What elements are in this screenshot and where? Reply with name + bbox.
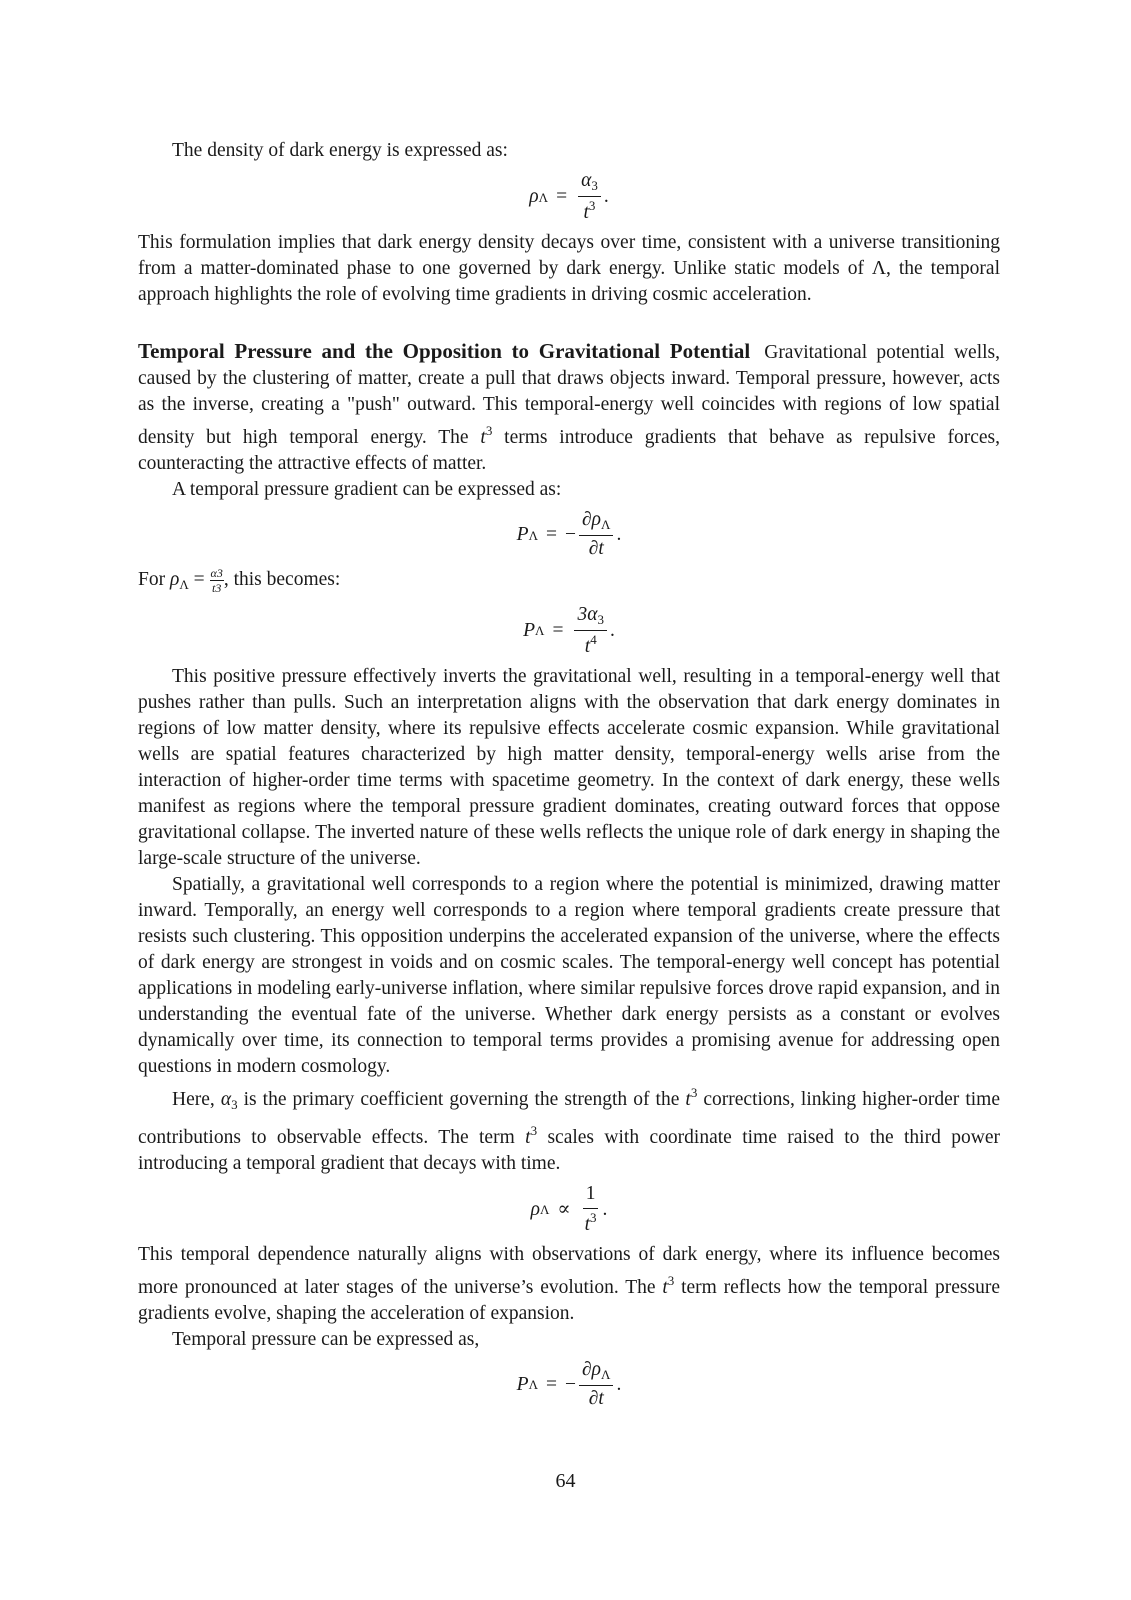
numerator: [574, 604, 607, 631]
partial-symbol: ∂: [588, 1387, 599, 1409]
subscript-3: 3: [591, 178, 598, 193]
denominator: [582, 1209, 600, 1236]
denominator: [582, 631, 600, 658]
period: .: [602, 1198, 608, 1220]
symbol-rho: ρ: [529, 186, 539, 208]
denominator: [586, 1386, 607, 1410]
superscript-3: 3: [485, 423, 493, 439]
equals-sign: =: [556, 186, 568, 208]
paragraph-here-alpha: [138, 1080, 1000, 1177]
period: .: [609, 620, 615, 642]
symbol-P: P: [516, 524, 529, 546]
subscript-lambda: Λ: [601, 517, 611, 533]
period: .: [603, 186, 609, 208]
superscript-3: 3: [588, 197, 596, 213]
paragraph-density-intro: The density of dark energy is expressed as:: [172, 140, 508, 161]
fraction: [579, 509, 613, 560]
superscript-3: 3: [590, 1209, 597, 1225]
section-heading: Temporal Pressure and the Opposition to Gravitational Potential: [138, 339, 751, 364]
page-content: [138, 138, 1000, 1416]
symbol-alpha: α: [581, 170, 592, 191]
superscript-3: 3: [667, 1272, 675, 1288]
subscript-3: 3: [597, 611, 604, 627]
fraction: [578, 170, 601, 224]
symbol-P: P: [523, 620, 536, 642]
equals-sign: =: [546, 1373, 558, 1395]
proportional-sign: ∝: [557, 1198, 571, 1220]
subscript-lambda: Λ: [179, 576, 189, 592]
minus-sign: −: [565, 1373, 577, 1395]
symbol-t: t: [662, 1276, 668, 1298]
subscript-lambda: Λ: [601, 1366, 611, 1382]
period: .: [616, 524, 622, 546]
paragraph-spatially: Spatially, a gravitational well corresponds to a region where the potential is minimized, drawing matter inward. Temporally, an energy well corresponds to a region where temporal gradients create pressure that resists such clustering. This opposition underpins the accelerated expansion of the universe, where the effects of dark energy are strongest in voids and on cosmic scales. The temporal-energy well concept has potential applications in modeling early-universe inflation, where similar repulsive forces drove rapid expansion, and in understanding the eventual fate of the universe. Whether dark energy persists as a constant or evolves dynamically over time, its connection to temporal terms provides a promising avenue for addressing open questions in modern cosmology.: [138, 874, 1000, 1078]
subscript-lambda: Λ: [538, 189, 549, 205]
symbol-t: t: [598, 538, 604, 560]
text-part: corrections, linking higher-order time contributions to observable effects. The term: [138, 1089, 1000, 1149]
page-number: 64: [555, 1470, 576, 1492]
symbol-rho: ρ: [591, 1358, 602, 1380]
symbol-rho: ρ: [169, 568, 180, 590]
text-part: , this becomes:: [223, 568, 341, 590]
paragraph-temporal-pressure: [138, 338, 1000, 477]
text-part: is the primary coefficient governing the strength of the: [237, 1089, 686, 1111]
subscript-3: 3: [231, 1097, 238, 1113]
text-part: Gravitational potential wells, caused by the clustering of matter, create a pull that draws objects inward. Temporal pressure, however, acts as the inverse, creating a "push" outward. This temporal-energy well coincides with regions of low spatial density but high temporal energy. The: [138, 342, 1000, 449]
symbol-rho: ρ: [530, 1198, 540, 1220]
denominator: [586, 536, 607, 560]
symbol-t: t: [598, 1387, 604, 1409]
paragraph-gradient-intro: A temporal pressure gradient can be expressed as:: [172, 479, 562, 501]
symbol-rho: ρ: [591, 509, 602, 531]
numerator: 1: [583, 1183, 599, 1208]
symbol-t: t: [685, 1089, 691, 1111]
superscript-3: 3: [215, 580, 222, 595]
equation-pressure-gradient: [138, 509, 1000, 560]
numerator: [579, 509, 613, 536]
numerator: [578, 170, 601, 197]
minus-sign: −: [565, 524, 577, 546]
paragraph-formulation: This formulation implies that dark energy density decays over time, consistent with a universe transitioning from a matter-dominated phase to one governed by dark energy. Unlike static models of Λ, the temporal approach highlights the role of evolving time gradients in driving cosmic acceleration.: [138, 232, 1000, 306]
symbol-t: t: [583, 201, 589, 223]
text-part: terms introduce gradients that behave as repulsive forces, counteracting the attractive effects of matter.: [138, 427, 1000, 475]
paragraph-temporal-dependence: [138, 1242, 1000, 1327]
denominator: [581, 197, 599, 224]
text-part: Here,: [172, 1089, 221, 1111]
partial-symbol: ∂: [582, 509, 592, 531]
paragraph-temporal-pressure-expr: Temporal pressure can be expressed as,: [172, 1328, 480, 1350]
symbol-alpha: α: [220, 1089, 232, 1111]
symbol-P: P: [516, 1373, 529, 1395]
text-part: scales with coordinate time raised to the third power introducing a temporal gradient that decays with time.: [138, 1127, 1000, 1175]
subscript-lambda: Λ: [539, 1202, 550, 1217]
equation-rho-lambda: [138, 170, 1000, 224]
fraction: [582, 1183, 600, 1236]
equals-sign: =: [546, 524, 558, 546]
symbol-t: t: [525, 1127, 531, 1149]
symbol-alpha: α: [210, 565, 217, 580]
paragraph-for-rho: [138, 567, 1000, 598]
equation-pressure-gradient-2: [138, 1359, 1000, 1410]
partial-symbol: ∂: [582, 1358, 592, 1380]
fraction: [574, 604, 607, 658]
paragraph-positive-pressure: This positive pressure effectively inverts the gravitational well, resulting in a temporal-energy well that pushes rather than pulls. Such an interpretation aligns with the observation that dark energy dominates in regions of low matter density, where its repulsive effects accelerate cosmic expansion. While gravitational wells are spatial features characterized by high matter density, temporal-energy wells arise from the interaction of higher-order time terms with spacetime geometry. In the context of dark energy, these wells manifest as regions where the temporal pressure gradient dominates, creating outward forces that oppose gravitational collapse. The inverted nature of these wells reflects the unique role of dark energy in shaping the large-scale structure of the universe.: [138, 666, 1000, 870]
equation-proportional: [138, 1183, 1000, 1236]
subscript-lambda: Λ: [528, 1377, 539, 1393]
symbol-t: t: [480, 427, 486, 449]
subscript-3: 3: [216, 565, 223, 580]
symbol-t: t: [584, 1213, 591, 1235]
equation-pressure-result: [138, 604, 1000, 658]
inline-fraction: [210, 567, 224, 594]
denominator: [212, 581, 221, 594]
numerator: [210, 567, 224, 581]
coefficient-3-alpha: 3α: [577, 603, 598, 625]
fraction: [579, 1359, 613, 1410]
superscript-4: 4: [590, 631, 597, 647]
period: .: [616, 1373, 622, 1395]
symbol-t: t: [584, 635, 591, 657]
symbol-t: t: [212, 580, 216, 595]
partial-symbol: ∂: [588, 538, 599, 560]
text-part: For: [138, 568, 170, 590]
equals-sign: =: [193, 568, 205, 590]
numerator: [579, 1359, 613, 1386]
subscript-lambda: Λ: [535, 623, 545, 639]
text-part: term reflects how the temporal pressure gradients evolve, shaping the acceleration of expansion.: [138, 1276, 1000, 1324]
subscript-lambda: Λ: [528, 527, 539, 543]
superscript-3: 3: [530, 1123, 538, 1139]
superscript-3: 3: [690, 1085, 698, 1101]
equals-sign: =: [552, 620, 564, 642]
text-part: This temporal dependence naturally aligns with observations of dark energy, where its influence becomes more pronounced at later stages of the universe’s evolution. The: [138, 1243, 1000, 1298]
